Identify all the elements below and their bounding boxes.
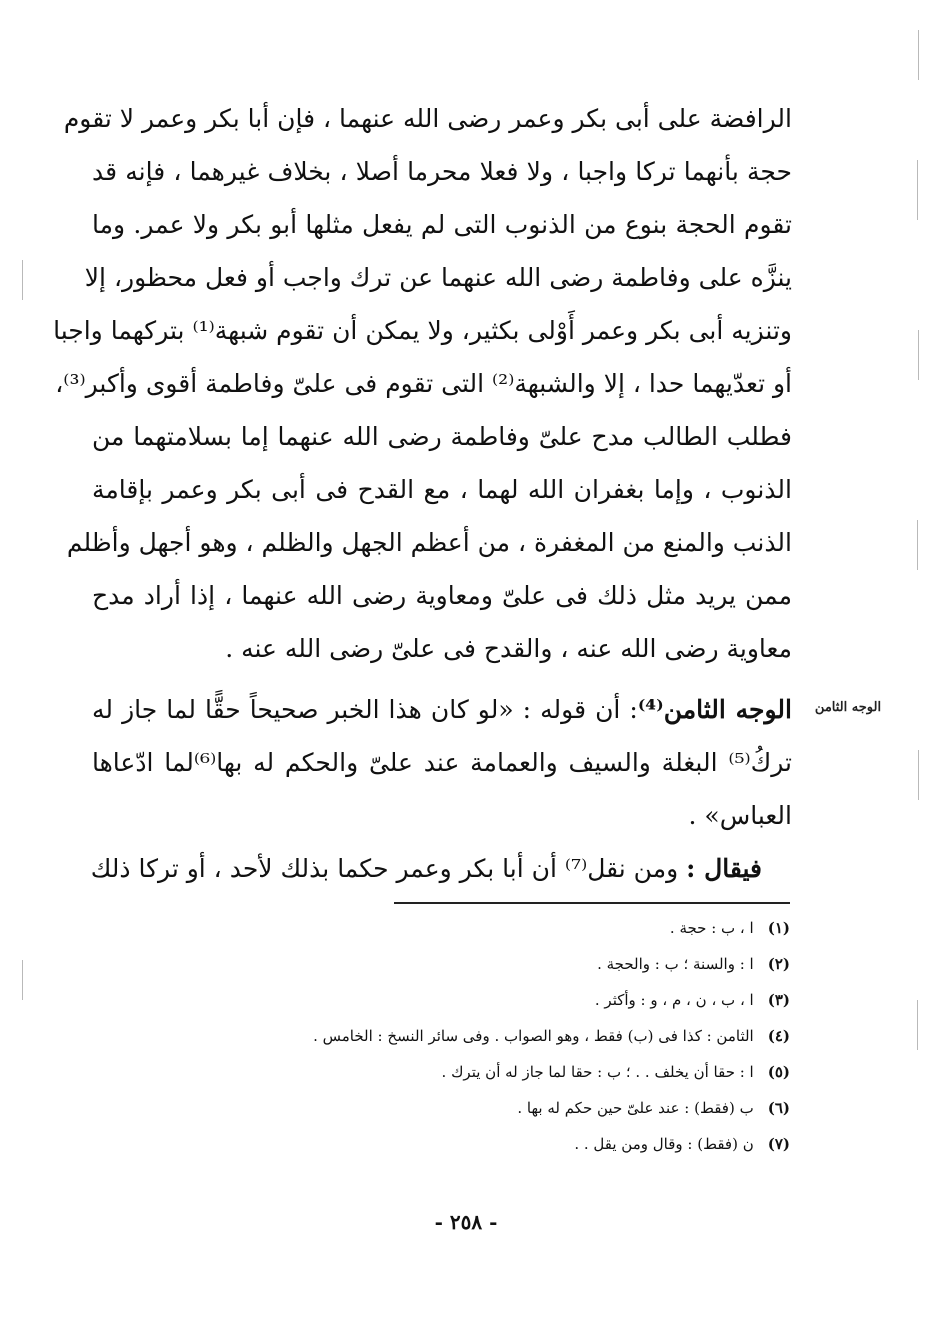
section-heading: الوجه الثامن⁽⁴⁾ bbox=[637, 695, 792, 724]
main-text bbox=[53, 92, 792, 895]
text-line: الذنوب ، وإما بغفران الله لهما ، مع القدح فى أبى بكر وعمر بإقامة bbox=[92, 475, 792, 504]
margin-rule-mark bbox=[918, 750, 919, 800]
footnote-text: ا ، ب : حجة . bbox=[669, 919, 754, 937]
text-line: حجة بأنهما تركا واجبا ، ولا فعلا محرما أصلا ، بخلاف غيرهما ، فإنه قد bbox=[92, 157, 792, 186]
margin-rule-mark bbox=[22, 960, 23, 1000]
text-line: الرافضة على أبى بكر وعمر رضى الله عنهما ، فإن أبا بكر وعمر لا تقوم bbox=[63, 104, 792, 133]
text-line: معاوية رضى الله عنه ، والقدح فى علىّ رضى الله عنه . bbox=[225, 634, 792, 663]
footnote-number: (٢) bbox=[767, 955, 790, 973]
margin-rule-mark bbox=[917, 1000, 918, 1050]
footnote-text: ب (فقط) : عند علىّ حين حكم له بها . bbox=[517, 1099, 754, 1117]
footnote bbox=[200, 1090, 790, 1126]
footnotes bbox=[200, 910, 790, 1162]
text-line: وتنزيه أبى بكر وعمر أَوْلى بكثير، ولا يمكن أن تقوم شبهة⁽¹⁾ بتركهما واجبا bbox=[53, 316, 792, 345]
section-first-line bbox=[92, 683, 792, 736]
margin-rule-mark bbox=[917, 520, 918, 570]
margin-rule-mark bbox=[918, 330, 919, 380]
footnote bbox=[200, 910, 790, 946]
text-line: تقوم الحجة بنوع من الذنوب التى لم يفعل مثلها أبو بكر ولا عمر. وما bbox=[92, 210, 792, 239]
text-line: ممن يريد مثل ذلك فى علىّ ومعاوية رضى الله عنهما ، إذا أراد مدح bbox=[92, 581, 792, 610]
footnote-number: (٥) bbox=[767, 1063, 790, 1081]
margin-heading: الوجه الثامن bbox=[814, 700, 882, 715]
closing-line bbox=[92, 842, 792, 895]
footnote-number: (٣) bbox=[767, 991, 790, 1009]
footnote bbox=[200, 1054, 790, 1090]
page-number: - ٢٥٨ - bbox=[434, 1210, 498, 1234]
footnote-text: الثامن : كذا فى (ب) فقط ، وهو الصواب . وفى سائر النسخ : الخامس . bbox=[313, 1027, 754, 1045]
footnote-number: (١) bbox=[767, 919, 790, 937]
footnote bbox=[200, 1018, 790, 1054]
text-line: ينزَّه على وفاطمة رضى الله عنهما عن ترك واجب أو فعل محظور، إلا bbox=[84, 263, 792, 292]
closing-text: ومن نقل⁽⁷⁾ أن أبا بكر وعمر حكما بذلك لأحد ، أو تركا ذلك bbox=[90, 854, 679, 883]
text-line: أو تعدّيهما حدا ، إلا والشبهة⁽²⁾ التى تقوم فى علىّ وفاطمة أقوى وأكبر⁽³⁾، bbox=[55, 369, 792, 398]
fa-qal-label: فيقال : bbox=[686, 854, 762, 883]
text-line: العباس» . bbox=[688, 801, 792, 830]
margin-rule-mark bbox=[917, 160, 918, 220]
footnote-text: ا : حقا أن يخلف . . ؛ ب : حقا لما جاز له أن يترك . bbox=[441, 1063, 754, 1081]
paragraph-gap bbox=[92, 675, 792, 683]
footnote bbox=[200, 1126, 790, 1162]
text-line: الذنب والمنع من المغفرة ، من أعظم الجهل والظلم ، وهو أجهل وأظلم bbox=[66, 528, 792, 557]
footnote-text: ن (فقط) : وقال ومن يقل . . bbox=[574, 1135, 754, 1153]
footnote bbox=[200, 982, 790, 1018]
margin-rule-mark bbox=[918, 30, 919, 80]
text-line: فطلب الطالب مدح علىّ وفاطمة رضى الله عنهما إما بسلامتهما من bbox=[92, 422, 792, 451]
text-line: تركُ⁽⁵⁾ البغلة والسيف والعمامة عند علىّ والحكم له بها⁽⁶⁾لما ادّعاها bbox=[92, 748, 792, 777]
footnote-number: (٧) bbox=[767, 1135, 790, 1153]
footnote bbox=[200, 946, 790, 982]
footnote-text: ا ، ب ، ن ، م ، و : وأكثر . bbox=[594, 991, 754, 1009]
margin-rule-mark bbox=[22, 260, 23, 300]
footnote-number: (٤) bbox=[767, 1027, 790, 1045]
footnote-separator bbox=[394, 902, 790, 904]
footnote-number: (٦) bbox=[767, 1099, 790, 1117]
footnote-text: ا : والسنة ؛ ب : والحجة . bbox=[597, 955, 754, 973]
section-text: : أن قوله : «لو كان هذا الخبر صحيحاً حقًّا لما جاز له bbox=[92, 695, 638, 724]
